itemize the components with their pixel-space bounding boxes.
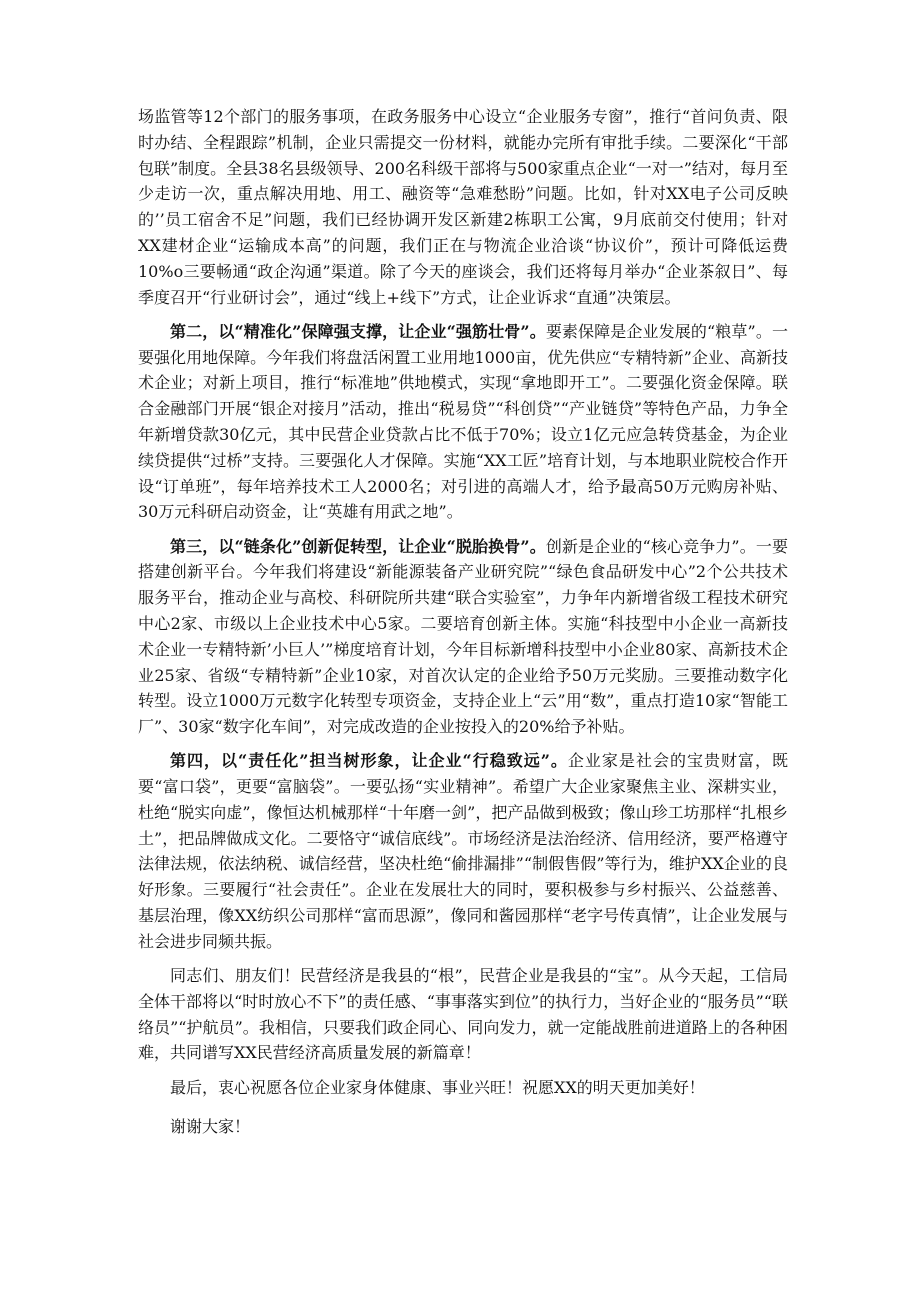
paragraph-second-point: [138, 319, 788, 525]
paragraph-text: 场监管等12个部门的服务事项，在政务服务中心设立“企业服务专窗”，推行“首问负责、限时办结、全程跟踪”机制，企业只需提交一份材料，就能办完所有审批手续。二要深化“干部包联”制度。全县38名县级领导、200名科级干部将与500家重点企业“一对一”结对，每月至少走访一次，重点解决用地、用工、融资等“急难愁盼”问题。比如，针对XX电子公司反映的’’员工宿舍不足”问题，我们已经协调开发区新建2栋职工公寓，9月底前交付使用；针对XX建材企业“运输成本高”的问题，我们正在与物流企业洽谈“协议价”，预计可降低运费10%o三要畅通“政企沟通”渠道。除了今天的座谈会，我们还将每月举办“企业茶叙日”、每季度召开“行业研讨会”，通过“线上+线下”方式，让企业诉求“直通”决策层。: [138, 107, 788, 307]
paragraph-third-point: [138, 534, 788, 740]
document-page: [138, 104, 788, 1149]
paragraph-fourth-point: [138, 748, 788, 954]
paragraph-wishes: [138, 1075, 788, 1101]
paragraph-text: 同志们、朋友们！民营经济是我县的“根”，民营企业是我县的“宝”。从今天起，工信局全体干部将以“时时放心不下”的责任感、“事事落实到位”的执行力，当好企业的“服务员”“联络员”“护航员”。我相信，只要我们政企同心、同向发力，就一定能战胜前进道路上的各种困难，共同谱写XX民营经济高质量发展的新篇章！: [138, 966, 788, 1063]
paragraph-text: 创新是企业的“核心竞争力”。一要搭建创新平台。今年我们将建设“新能源装备产业研究院”“绿色食品研发中心”2个公共技术服务平台，推动企业与高校、科研院所共建“联合实验室”，力争年内新增省级工程技术研究中心2家、市级以上企业技术中心5家。二要培育创新主体。实施“科技型中小企业一高新技术企业一专精特新’小巨人’”梯度培育计划，今年目标新增科技型中小企业80家、高新技术企业25家、省级“专精特新”企业10家，对首次认定的企业给予50万元奖励。三要推动数字化转型。设立1000万元数字化转型专项资金，支持企业上“云”用“数”，重点打造10家“智能工厂”、30家“数字化车间”，对完成改造的企业按投入的20%给予补贴。: [138, 536, 788, 737]
paragraph-conclusion: [138, 963, 788, 1066]
paragraph-text: 要素保障是企业发展的“粮草”。一要强化用地保障。今年我们将盘活闲置工业用地1000亩，优先供应“专精特新”企业、高新技术企业；对新上项目，推行“标准地”供地模式，实现“拿地即开工”。二要强化资金保障。联合金融部门开展“银企对接月”活动，推出“税易贷”“科创贷”“产业链贷”等特色产品，力争全年新增贷款30亿元，其中民营企业贷款占比不低于70%；设立1亿元应急转贷基金，为企业续贷提供“过桥”支持。三要强化人才保障。实施“XX工匠”培育计划，与本地职业院校合作开设“订单班”，每年培养技术工人2000名；对引进的高端人才，给予最高50万元购房补贴、30万元科研启动资金，让“英雄有用武之地”。: [138, 321, 788, 522]
paragraph-text: 最后，衷心祝愿各位企业家身体健康、事业兴旺！祝愿XX的明天更加美好！: [170, 1077, 705, 1097]
paragraph-thanks: [138, 1114, 788, 1140]
paragraph-heading: 第四，以“责任化”担当树形象，让企业“行稳致远”。: [170, 751, 568, 771]
paragraph-text: 企业家是社会的宝贵财富，既要“富口袋”，更要“富脑袋”。一要弘扬“实业精神”。希望广大企业家聚焦主业、深耕实业，杜绝“脱实向虚”，像恒达机械那样“十年磨一剑”，把产品做到极致；像山珍工坊那样“扎根乡土”，把品牌做成文化。二要恪守“诚信底线”。市场经济是法治经济、信用经济，要严格遵守法律法规，依法纳税、诚信经营，坚决杜绝“偷排漏排”“制假售假”等行为，维护XX企业的良好形象。三要履行“社会责任”。企业在发展壮大的同时，要积极参与乡村振兴、公益慈善、基层治理，像XX纺织公司那样“富而思源”，像同和酱园那样“老字号传真情”，让企业发展与社会进步同频共振。: [138, 751, 788, 951]
paragraph-heading: 第二，以“精准化”保障强支撑，让企业“强筋壮骨”。: [170, 321, 546, 341]
paragraph-heading: 第三，以“链条化”创新促转型，让企业“脱胎换骨”。: [170, 536, 546, 556]
paragraph-text: 谢谢大家！: [170, 1117, 251, 1137]
paragraph-continuation: [138, 104, 788, 310]
